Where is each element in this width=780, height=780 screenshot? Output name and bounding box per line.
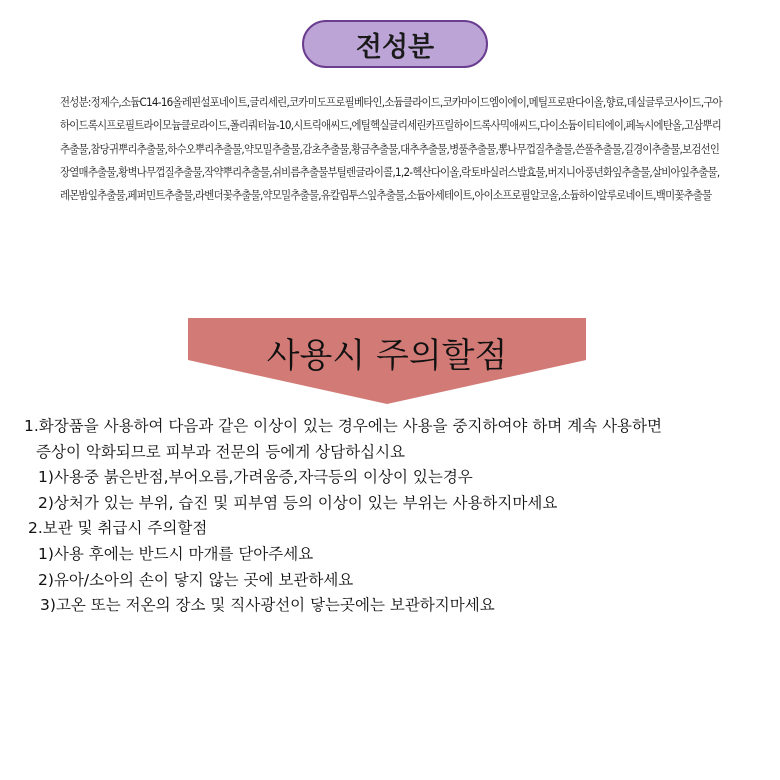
ingredients-title-badge: [302, 20, 488, 68]
caution-title: 사용시 주의할점: [266, 336, 508, 376]
precaution-item-1-sub-2: 2)상처가 있는 부위, 습진 및 피부염 등의 이상이 있는 부위는 사용하지마세요: [38, 493, 558, 512]
precaution-item-2-sub-1: 1)사용 후에는 반드시 마개를 닫아주세요: [38, 544, 314, 563]
precaution-item-2-sub-3: 3)고온 또는 저온의 장소 및 직사광선이 닿는곳에는 보관하지마세요: [40, 596, 495, 615]
precaution-item-1: 1.화장품을 사용하여 다음과 같은 이상이 있는 경우에는 사용을 중지하여야 하며 계속 사용하면: [24, 417, 662, 435]
precaution-item-2-sub-2: 2)유아/소아의 손이 닿지 않는 곳에 보관하세요: [38, 570, 354, 589]
precautions-list: [24, 414, 769, 619]
caution-banner: [188, 318, 586, 404]
precaution-item-2: 2.보관 및 취급시 주의할점: [28, 519, 208, 538]
ingredients-title: 전성분: [355, 31, 435, 63]
precaution-item-1-continued: 증상이 악화되므로 피부과 전문의 등에게 상담하십시요: [36, 442, 406, 461]
precaution-item-1-sub-1: 1)사용중 붉은반점,부어오름,가려움증,자극등의 이상이 있는경우: [38, 468, 473, 487]
ingredients-list: 전성분:정제수,소듐C14-16올레핀설포네이트,글리세린,코카미도프로필베타인,소듐클라이드,코카마이드엠이에이,메틸프로판다이올,향료,데실글루코사이드,구아하이드록시프로필트라이모늄클로라이드,폴리쿼터늄-10,시트릭애씨드,에틸헥실글리세린카프릴하이드록사믹애씨드,다이소듐이티티에이,페녹시에탄올,고삼뿌리추출물,참당귀뿌리추출물,하수오뿌리추출물,약모밀추출물,감초추출물,황금추출물,대추추출물,병풀추출물,뽕나무껍질추출물,쓴풀추출물,길경이추출물,보검선인장열매추출물,황벽나무껍질추출물,작약뿌리추출물,쉬비름추출물부틸렌글라이콜,1,2-헥산다이올,락토바실러스발효물,버지니아풍년화잎추출물,살비아잎추출물,레몬밤잎추출물,페퍼민트추출물,라벤더꽃추출물,약모밀추출물,유칼립투스잎추출물,소듐아세테이트,아이소프로필알코올,소듐하이알루로네이트,백미꽃추출물: [60, 95, 722, 203]
